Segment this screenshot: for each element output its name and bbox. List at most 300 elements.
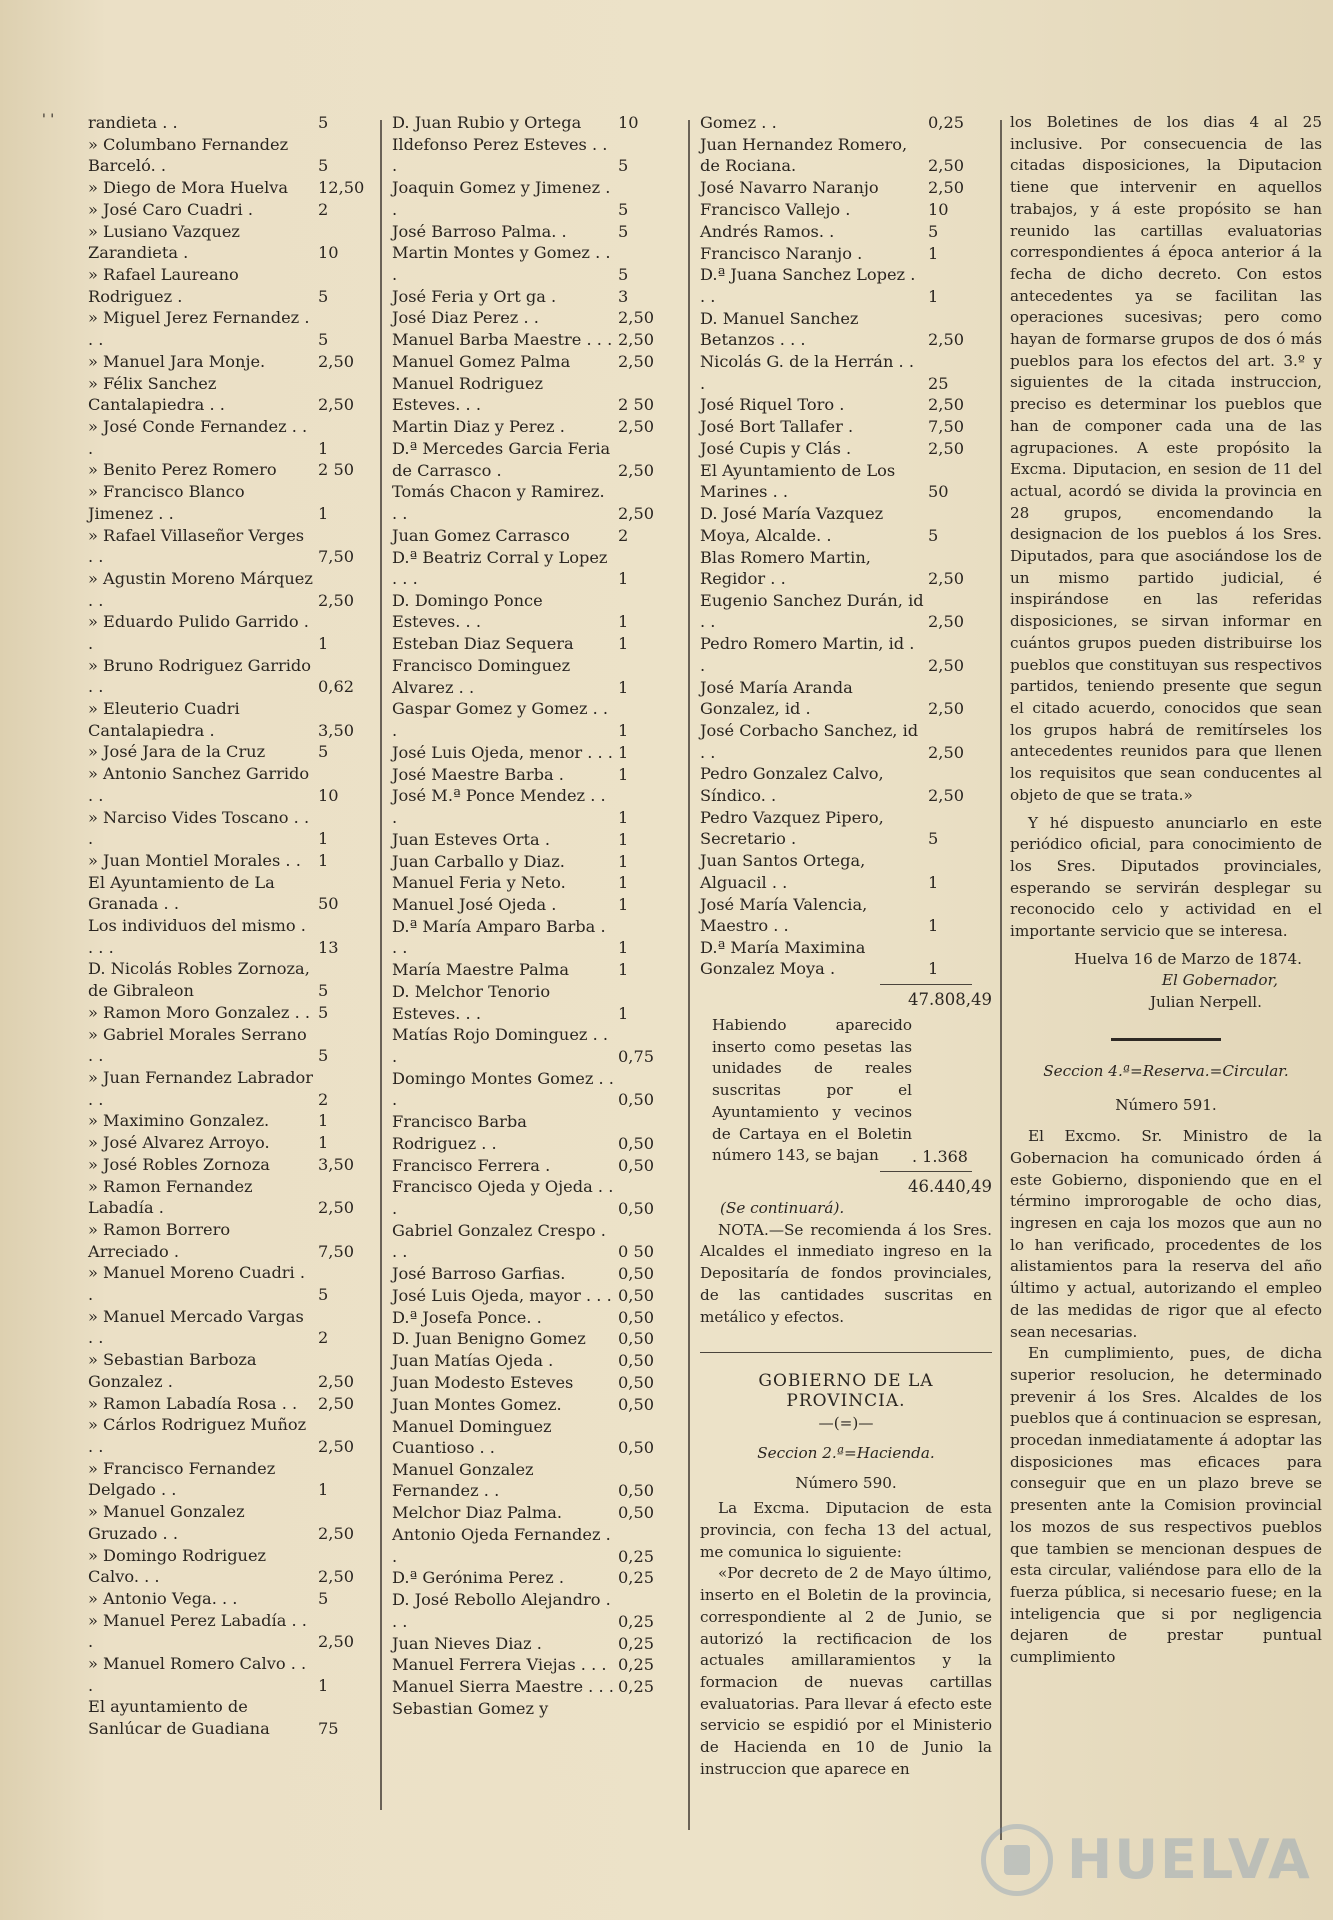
subscriber-entry <box>700 720 992 763</box>
subscriber-name: Los individuos del mismo . . . . <box>88 916 306 957</box>
subscriber-amount: 1 <box>928 243 939 263</box>
subscriber-amount: 2,50 <box>928 395 965 415</box>
subscriber-amount: 0,25 <box>618 1633 655 1653</box>
subscriber-amount: 1 <box>928 959 939 979</box>
subscriber-entry <box>700 438 992 460</box>
subscriber-amount: 0,50 <box>618 1329 655 1349</box>
subscriber-amount: 1 <box>618 742 629 762</box>
subscriber-entry <box>700 807 992 850</box>
subscriber-entry <box>392 329 682 351</box>
subscriber-name: José Barroso Garfias. <box>392 1264 566 1284</box>
subscriber-name: Antonio Ojeda Fernandez . . <box>392 1525 611 1566</box>
subscriber-amount: 0,50 <box>618 1285 655 1305</box>
subscriber-entry <box>88 351 388 373</box>
subscriber-entry <box>88 1545 388 1588</box>
subscriber-name: Manuel Dominguez Cuantioso . . <box>392 1416 552 1458</box>
subscriber-name: D.ª Josefa Ponce. . <box>392 1307 542 1327</box>
subscriber-name: D.ª María Amparo Barba . . . <box>392 916 606 958</box>
nota-label: NOTA. <box>718 1220 769 1239</box>
subscriber-name: Pedro Romero Martin, id . . <box>700 634 915 675</box>
subscriber-amount: 7,50 <box>318 1241 355 1261</box>
subscriber-amount: 2,50 <box>318 1371 355 1391</box>
subscriber-amount: 7,50 <box>318 547 355 567</box>
subscriber-name: Blas Romero Martin, Regidor . . <box>700 547 871 589</box>
subscriber-amount: 2 <box>618 525 629 545</box>
subscriber-name: » Columbano Fernandez Barceló. . <box>88 134 289 176</box>
subscriber-amount: 0,25 <box>618 1655 655 1675</box>
subscriber-entry <box>392 286 682 308</box>
subscriber-entry <box>700 850 992 893</box>
subscriber-entry <box>392 742 682 764</box>
subscriber-entry <box>88 1132 388 1154</box>
subscriber-entry <box>88 1696 388 1739</box>
subscriber-name: » Manuel Gonzalez Gruzado . . <box>88 1502 245 1543</box>
subscriber-entry <box>88 850 388 872</box>
subscriber-entry <box>392 981 682 1024</box>
subscriber-amount: 5 <box>318 1588 329 1608</box>
subscriber-amount: 1 <box>318 1480 329 1500</box>
subscriber-entry <box>88 1002 388 1024</box>
subscriber-name: » Francisco Fernandez Delgado . . <box>88 1458 276 1500</box>
subscriber-amount: 2,50 <box>318 1567 355 1587</box>
subscriber-amount: 5 <box>618 264 629 284</box>
subscriber-entry <box>700 351 992 394</box>
subscriber-amount: 0,50 <box>618 1133 655 1153</box>
subscriber-entry <box>392 1654 682 1676</box>
subscriber-amount: 1 <box>318 438 329 458</box>
subscriber-name: Manuel Gomez Palma <box>392 352 571 372</box>
subscriber-entry <box>88 264 388 307</box>
subscriber-entry <box>392 416 682 438</box>
subscriber-amount: 2 <box>318 1089 329 1109</box>
subscriber-entry <box>392 655 682 698</box>
subscriber-entry <box>700 590 992 633</box>
subscriber-amount: 1 <box>318 1111 329 1131</box>
subscriber-amount: 2,50 <box>618 308 655 328</box>
subscriber-amount: 0,50 <box>618 1264 655 1284</box>
subscriber-name: » Narciso Vides Toscano . . . <box>88 807 310 849</box>
subscription-column-2 <box>392 112 682 1720</box>
subscriber-name: José Luis Ojeda, mayor . . . <box>392 1285 612 1305</box>
subscriber-amount: 0,50 <box>618 1090 655 1110</box>
subscriber-entry <box>700 460 992 503</box>
subscriber-amount: 2,50 <box>318 590 355 610</box>
subscriber-entry <box>392 177 682 220</box>
subscriber-entry <box>392 1502 682 1524</box>
subscriber-name: » Juan Montiel Morales . . <box>88 850 301 870</box>
text-column-4 <box>1010 112 1322 1669</box>
subscriber-entry <box>392 373 682 416</box>
subscriber-entry <box>700 308 992 351</box>
subscriber-amount: 50 <box>928 482 949 502</box>
subscriber-name: » Ramon Borrero Arreciado . <box>88 1220 231 1261</box>
subscriber-name: Domingo Montes Gomez . . . <box>392 1068 614 1110</box>
subscriber-amount: 2,50 <box>618 503 655 523</box>
subscriber-amount: 2,50 <box>318 395 355 415</box>
government-separator: —(=)— <box>818 1414 874 1433</box>
subscriber-entry <box>392 959 682 981</box>
subscriber-name: randieta . . <box>88 113 178 132</box>
subscriber-amount: 0,75 <box>618 1046 655 1066</box>
subscriber-entry <box>700 134 992 177</box>
subscriber-amount: 1 <box>618 721 629 740</box>
subscriber-amount: 1 <box>928 286 939 306</box>
subscriber-name: D.ª Mercedes Garcia Feria de Carrasco . <box>392 438 611 480</box>
subscriber-entry <box>392 1220 682 1263</box>
subscriber-name: José Luis Ojeda, menor . . . <box>392 742 613 762</box>
subscriber-amount: 2,50 <box>928 438 965 458</box>
subscriber-entry <box>700 894 992 937</box>
subscriber-name: D. José María Vazquez Moya, Alcalde. . <box>700 504 884 545</box>
subscriber-entry <box>392 1350 682 1372</box>
subscriber-amount: 25 <box>928 373 949 393</box>
continues-note: (Se continuará). <box>720 1198 845 1217</box>
subscriber-amount: 2,50 <box>318 1436 355 1456</box>
subscriber-amount: 1 <box>928 872 939 892</box>
subscriber-name: » Rafael Laureano Rodriguez . <box>88 265 239 306</box>
total-rule <box>880 1171 972 1172</box>
subscriber-amount: 5 <box>618 199 629 219</box>
subscriber-name: Matías Rojo Dominguez . . . <box>392 1025 609 1066</box>
shield-logo-icon <box>981 1824 1053 1896</box>
subscriber-amount: 5 <box>318 742 329 762</box>
subscriber-entry <box>88 112 388 134</box>
subscriber-name: Martin Montes y Gomez . . . <box>392 243 611 284</box>
subscriber-amount: 2,50 <box>928 699 965 719</box>
subscriber-entry <box>392 1394 682 1416</box>
subscriber-entry <box>392 525 682 547</box>
subscriber-name: Manuel Barba Maestre . . . <box>392 330 613 350</box>
subscriber-entry <box>88 698 388 741</box>
subscriber-amount: 2,50 <box>928 569 965 589</box>
announcement-paragraph: Y hé dispuesto anunciarlo en este periódico oficial, para conocimiento de los Sres. Diputados provinciales, esperando se servirán desplegar su reconocido celo y actividad en el importante servicio que se interesa. <box>1010 813 1322 941</box>
huelva-watermark <box>981 1822 1312 1902</box>
subscriber-name: » Manuel Jara Monje. <box>88 351 266 371</box>
subscriber-name: Melchor Diaz Palma. <box>392 1503 563 1523</box>
subscriber-amount: 10 <box>318 785 339 805</box>
subscriber-name: José Barroso Palma. . <box>392 221 567 241</box>
subscriber-entry <box>392 764 682 786</box>
subscriber-name: D. Juan Benigno Gomez <box>392 1329 586 1349</box>
subscriber-entry <box>392 872 682 894</box>
subscriber-amount: 5 <box>318 1046 329 1066</box>
subscriber-name: Tomás Chacon y Ramirez. . . <box>392 482 605 523</box>
subscriber-amount: 0,50 <box>618 1394 655 1414</box>
subscriber-entry <box>392 134 682 177</box>
subscriber-entry <box>88 1176 388 1219</box>
governor-title: El Gobernador, <box>1161 971 1278 990</box>
subscriber-name: » Bruno Rodriguez Garrido . . <box>88 655 312 697</box>
subscriber-entry <box>88 416 388 459</box>
government-heading: GOBIERNO DE LA PROVINCIA. <box>758 1371 934 1412</box>
subscriber-amount: 0,50 <box>618 1438 655 1458</box>
subscriber-amount: 1 <box>618 938 629 958</box>
subscriber-name: Francisco Naranjo . <box>700 243 863 263</box>
subscriber-amount: 2,50 <box>618 330 655 350</box>
subscriber-entry <box>392 1372 682 1394</box>
subscriber-name: José M.ª Ponce Mendez . . . <box>392 786 606 827</box>
subscriber-amount: 13 <box>318 937 339 957</box>
subscriber-entry <box>392 1676 682 1698</box>
subscriber-entry <box>88 1110 388 1132</box>
subscriber-name: » Benito Perez Romero <box>88 460 277 480</box>
subscriber-amount: 1 <box>318 1133 329 1153</box>
subscriber-name: Gomez . . <box>700 113 777 132</box>
subscriber-amount: 2,50 <box>618 417 655 437</box>
subscriber-amount: 0,50 <box>618 1372 655 1392</box>
subscriber-amount: 2 <box>318 1328 329 1348</box>
subscriber-name: » Domingo Rodriguez Calvo. . . <box>88 1545 267 1587</box>
subscriber-amount: 2 <box>318 199 329 219</box>
subscriber-name: Juan Santos Ortega, Alguacil . . <box>700 851 866 892</box>
subscriber-entry <box>392 829 682 851</box>
subscriber-entry <box>392 633 682 655</box>
subscriber-name: Nicolás G. de la Herrán . . . <box>700 352 914 393</box>
subscriber-name: » Eduardo Pulido Garrido . . <box>88 612 309 653</box>
subscriber-amount: 0 50 <box>618 1242 655 1262</box>
subscriber-amount: 2,50 <box>618 460 655 480</box>
subscriber-entry <box>392 785 682 828</box>
subscriber-entry <box>88 481 388 524</box>
subscriber-amount: 2,50 <box>928 156 965 176</box>
subscriber-entry <box>88 459 388 481</box>
subscriber-amount: 2,50 <box>928 330 965 350</box>
subscriber-entry <box>392 1068 682 1111</box>
subscriber-entry <box>88 134 388 177</box>
subscriber-name: D.ª Beatriz Corral y Lopez . . . <box>392 547 608 589</box>
subscriber-amount: 0,25 <box>618 1546 655 1566</box>
subscriber-name: José Bort Tallafer . <box>700 417 854 437</box>
subscriber-amount: 1 <box>928 916 939 936</box>
subscriber-name: Martin Diaz y Perez . <box>392 417 565 437</box>
subscriber-entry <box>88 1306 388 1349</box>
subscriber-entry <box>700 112 992 134</box>
subscriber-amount: 2 50 <box>318 460 355 480</box>
subscriber-entry <box>88 525 388 568</box>
subscriber-entry <box>392 221 682 243</box>
subscriber-entry <box>700 633 992 676</box>
subscriber-name: » Manuel Moreno Cuadri . . <box>88 1263 306 1305</box>
subscriber-name: » José Robles Zornoza <box>88 1154 270 1174</box>
subscriber-name: Andrés Ramos. . <box>700 221 835 241</box>
subscriber-amount: 1 <box>618 1003 629 1023</box>
subscriber-amount: 0,50 <box>618 1481 655 1501</box>
subscriber-amount: 1 <box>318 850 329 870</box>
subscriber-name: Juan Nieves Diaz . <box>392 1633 542 1653</box>
subscriber-entry <box>88 741 388 763</box>
subscriber-entry <box>392 547 682 590</box>
subscriber-amount: 1 <box>618 612 629 632</box>
subscriber-entry <box>392 351 682 373</box>
subscriber-name: José Feria y Ort ga . <box>392 286 557 306</box>
subscriber-amount: 2,50 <box>318 1198 355 1218</box>
subscriber-entry <box>88 307 388 350</box>
subscriber-entry <box>700 763 992 806</box>
subscriber-amount: 5 <box>618 156 629 176</box>
subscriber-entry <box>392 1459 682 1502</box>
subscriber-name: Pedro Gonzalez Calvo, Síndico. . <box>700 764 884 805</box>
subscriber-entry <box>700 416 992 438</box>
subscriber-amount: 3,50 <box>318 720 355 740</box>
subscriber-name: » Diego de Mora Huelva <box>88 178 289 198</box>
number-590: Número 590. <box>795 1473 897 1492</box>
subscriber-entry <box>392 1285 682 1307</box>
subscriber-amount: 10 <box>928 199 949 219</box>
deduction-row <box>700 1015 992 1167</box>
subscriber-entry <box>392 1176 682 1219</box>
subscriber-entry <box>392 1263 682 1285</box>
subscriber-name: » Manuel Romero Calvo . . . <box>88 1654 307 1695</box>
subscriber-amount: 0,50 <box>618 1155 655 1175</box>
subscriber-name: Sebastian Gomez y <box>392 1698 549 1718</box>
subscriber-amount: 0,25 <box>618 1568 655 1588</box>
subscriber-amount: 1 <box>618 569 629 589</box>
subscriber-entry <box>88 199 388 221</box>
section-4-title: Seccion 4.ª=Reserva.=Circular. <box>1043 1061 1289 1080</box>
governor-name: Julian Nerpell. <box>1149 993 1262 1012</box>
subscriber-name: Esteban Diaz Sequera <box>392 634 574 654</box>
subscriber-name: » Juan Fernandez Labrador . . <box>88 1068 313 1109</box>
subscriber-name: Manuel Sierra Maestre . . . <box>392 1677 614 1697</box>
subscriber-name: » Ramon Fernandez Labadía . <box>88 1176 253 1218</box>
subscriber-amount: 2,50 <box>928 785 965 805</box>
subscriber-entry <box>392 438 682 481</box>
subscriber-name: » Agustin Moreno Márquez . . <box>88 568 313 610</box>
subscriber-name: » Sebastian Barboza Gonzalez . <box>88 1350 257 1391</box>
subscriber-name: » Cárlos Rodriguez Muñoz . . <box>88 1415 307 1456</box>
subscriber-amount: 75 <box>318 1719 339 1738</box>
subscriber-amount: 10 <box>318 243 339 263</box>
column-rule-2 <box>688 120 690 1830</box>
subscriber-entry <box>392 698 682 741</box>
nota-text: —Se recomienda á los Sres. Alcaldes el inmediato ingreso en la Depositaría de fondos provinciales, de las cantidades suscritas en metálico y efectos. <box>700 1220 992 1326</box>
subscriber-amount: 1 <box>618 873 629 893</box>
subscriber-entry <box>392 1155 682 1177</box>
subscriber-amount: 5 <box>318 156 329 176</box>
subscriber-amount: 2,50 <box>318 1393 355 1413</box>
subscriber-entry <box>88 177 388 199</box>
subscriber-name: » José Conde Fernandez . . . <box>88 417 308 458</box>
watermark-text: HUELVA <box>1067 1828 1312 1891</box>
subscriber-entry <box>88 1414 388 1457</box>
subscriber-entry <box>88 221 388 264</box>
subscriber-entry <box>88 655 388 698</box>
subscriber-entry <box>392 1024 682 1067</box>
subscriber-amount: 0,50 <box>618 1198 655 1218</box>
subscriber-name: José Maestre Barba . <box>392 764 564 784</box>
subscriber-amount: 1 <box>618 829 629 849</box>
subscriber-name: El ayuntamiento de Sanlúcar de Guadiana <box>88 1697 270 1738</box>
subscriber-name: » José Caro Cuadri . <box>88 199 254 219</box>
subscriber-entry <box>88 872 388 915</box>
subscriber-amount: 5 <box>318 330 329 350</box>
sum-rule <box>880 984 972 985</box>
subscription-list <box>700 112 992 980</box>
page-margin-marks: ' ' <box>42 112 55 128</box>
subscriber-amount: 5 <box>318 1002 329 1022</box>
subscriber-amount: 2,50 <box>928 742 965 762</box>
subscriber-entry <box>88 568 388 611</box>
subscriber-amount: 3,50 <box>318 1154 355 1174</box>
subscriber-name: Ildefonso Perez Esteves . . . <box>392 134 608 176</box>
subscriber-amount: 10 <box>618 113 639 132</box>
subscriber-amount: 5 <box>618 221 629 241</box>
subscriber-name: Joaquin Gomez y Jimenez . . <box>392 178 611 219</box>
subscriber-name: Juan Hernandez Romero, de Rociana. <box>700 134 908 176</box>
subscriber-name: José María Valencia, Maestro . . <box>700 894 868 936</box>
subscriber-name: » Félix Sanchez Cantalapiedra . . <box>88 373 225 415</box>
subscriber-name: D. Juan Rubio y Ortega <box>392 113 582 132</box>
subscriber-amount: 2,50 <box>928 178 965 198</box>
subscriber-name: José Diaz Perez . . <box>392 308 539 328</box>
subscriber-entry <box>88 1024 388 1067</box>
subscriber-entry <box>88 1458 388 1501</box>
subscriber-name: El Ayuntamiento de Los Marines . . <box>700 460 896 502</box>
date-line: Huelva 16 de Marzo de 1874. <box>1074 949 1302 968</box>
subscriber-name: » Ramon Labadía Rosa . . <box>88 1393 298 1413</box>
subscriber-amount: 1 <box>618 960 629 980</box>
subscriber-amount: 1 <box>618 764 629 784</box>
subscriber-entry <box>700 264 992 307</box>
subscriber-entry <box>88 915 388 958</box>
subscriber-entry <box>392 481 682 524</box>
subscriber-name: » José Alvarez Arroyo. <box>88 1133 270 1153</box>
subscriber-name: Pedro Vazquez Pipero, Secretario . <box>700 807 884 849</box>
subscriber-name: D. Manuel Sanchez Betanzos . . . <box>700 308 859 350</box>
subscriber-entry <box>392 894 682 916</box>
subscriber-name: José María Aranda Gonzalez, id . <box>700 677 853 719</box>
subscriber-entry <box>392 1416 682 1459</box>
subscriber-name: Manuel Ferrera Viejas . . . <box>392 1655 607 1675</box>
subscriber-amount: 5 <box>318 286 329 306</box>
subscriber-entry <box>392 1698 682 1720</box>
subscriber-name: » Francisco Blanco Jimenez . . <box>88 482 245 523</box>
subscriber-entry <box>392 916 682 959</box>
subscriber-name: Manuel Feria y Neto. <box>392 873 566 893</box>
subscriber-entry <box>392 1111 682 1154</box>
subscriber-amount: 2,50 <box>928 612 965 632</box>
subscriber-entry <box>88 373 388 416</box>
subscriber-entry <box>392 1524 682 1567</box>
subscriber-amount: 1 <box>618 634 629 654</box>
subscriber-amount: 12,50 <box>318 178 365 198</box>
subscriber-name: Francisco Ferrera . <box>392 1155 551 1175</box>
subscriber-entry <box>392 1307 682 1329</box>
subscriber-name: » Miguel Jerez Fernandez . . . <box>88 308 310 350</box>
subscriber-entry <box>88 1610 388 1653</box>
deduction-text: Habiendo aparecido inserto como pesetas las unidades de reales suscritas por el Ayuntamiento y vecinos de Cartaya en el Boletin número 143, se bajan <box>712 1016 912 1165</box>
subscriber-entry <box>392 242 682 285</box>
subscriber-amount: 1 <box>618 895 629 915</box>
subscriber-name: » Gabriel Morales Serrano . . <box>88 1024 307 1066</box>
subscriber-amount: 1 <box>618 851 629 871</box>
subscriber-entry <box>392 112 682 134</box>
subscriber-entry <box>700 221 992 243</box>
subscriber-name: » Maximino Gonzalez. <box>88 1111 270 1131</box>
subscriber-name: » Rafael Villaseñor Verges . . <box>88 525 305 567</box>
subscriber-name: Eugenio Sanchez Durán, id . . <box>700 590 924 632</box>
subtotal-amount: 47.808,49 <box>908 990 992 1010</box>
subscriber-name: José Corbacho Sanchez, id . . <box>700 721 919 762</box>
subscriber-name: Juan Montes Gomez. <box>392 1394 562 1414</box>
total-row <box>700 1176 992 1198</box>
deduction-amount: . 1.368 <box>912 1146 968 1166</box>
subscription-column-1 <box>88 112 388 1740</box>
subscriber-name: » Antonio Sanchez Garrido . . <box>88 764 310 805</box>
subscriber-name: Gaspar Gomez y Gomez . . . <box>392 699 609 740</box>
cumplimiento-paragraph: En cumplimiento, pues, de dicha superior resolucion, he determinado prevenir á los Sres. Alcaldes de los pueblos que á continuacion se espresan, procedan inmediatamente á adoptar las disposiciones mas eficaces para conseguir que en un plazo breve se presenten ante la Comision provincial los mozos de sus respectivos pueblos que tambien se mencionan despues de esta circular, valiéndose para ello de la fuerza pública, si necesario fuese; en la inteligencia que si por negligencia dejaren de prestar puntual cumplimiento <box>1010 1344 1322 1667</box>
subscriber-amount: 0,50 <box>618 1503 655 1523</box>
